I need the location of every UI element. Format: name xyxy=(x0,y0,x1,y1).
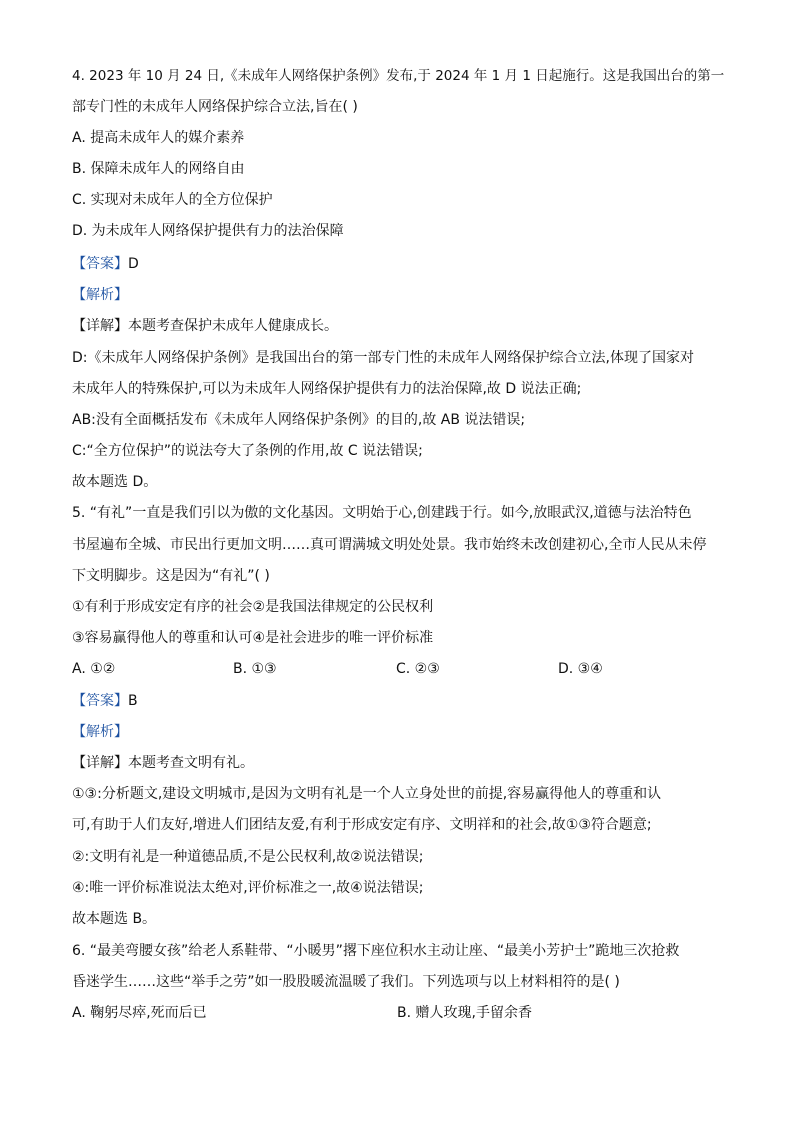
q5-option-b: B. ①③ xyxy=(233,661,277,677)
analysis-tag: 【解析】 xyxy=(72,724,128,740)
q4-option-a: A. 提高未成年人的媒介素养 xyxy=(72,130,245,146)
detail-tag: 【详解】 xyxy=(72,318,128,334)
q4-stem-line-2: 部专门性的未成年人网络保护综合立法,旨在( ) xyxy=(72,99,358,115)
detail-text: 本题考查文明有礼。 xyxy=(128,755,254,771)
detail-text: 本题考查保护未成年人健康成长。 xyxy=(128,318,338,334)
q5-items-1-2: ①有利于形成安定有序的社会②是我国法律规定的公民权利 xyxy=(72,599,434,615)
q4-explanation-line-2: 未成年人的特殊保护,可以为未成年人网络保护提供有力的法治保障,故 D 说法正确; xyxy=(72,381,582,397)
q5-analysis-tag xyxy=(72,722,732,742)
q4-conclusion: 故本题选 D。 xyxy=(72,474,158,490)
q5-option-c: C. ②③ xyxy=(396,661,440,677)
q6-stem-line-2: 昏迷学生……这些“举手之劳”如一股股暖流温暖了我们。下列选项与以上材料相符的是( ) xyxy=(72,974,620,990)
q5-stem-line-3: 下文明脚步。这是因为“有礼”( ) xyxy=(72,568,270,584)
q4-stem-line-1: 4. 2023 年 10 月 24 日,《未成年人网络保护条例》发布,于 2024 年 1 月 1 日起施行。这是我国出台的第一 xyxy=(72,68,725,84)
answer-value: D xyxy=(128,256,139,272)
q5-option-a: A. ①② xyxy=(72,661,116,677)
q5-detail xyxy=(72,753,732,773)
detail-tag: 【详解】 xyxy=(72,755,128,771)
q6-option-b: B. 赠人玫瑰,手留余香 xyxy=(397,1005,532,1021)
q5-answer xyxy=(72,691,732,711)
answer-value: B xyxy=(128,693,138,709)
q5-explanation-line-2: 可,有助于人们友好,增进人们团结友爱,有利于形成安定有序、文明祥和的社会,故①③符合题意; xyxy=(72,817,652,833)
q5-stem-line-1: 5. “有礼”一直是我们引以为傲的文化基因。文明始于心,创建践于行。如今,放眼武汉,道德与法治特色 xyxy=(72,505,692,521)
q4-detail xyxy=(72,316,732,336)
q4-analysis-tag xyxy=(72,285,732,305)
answer-tag: 【答案】 xyxy=(72,693,128,709)
q6-option-a: A. 鞠躬尽瘁,死而后已 xyxy=(72,1005,207,1021)
q5-items-3-4: ③容易赢得他人的尊重和认可④是社会进步的唯一评价标准 xyxy=(72,630,434,646)
q4-explanation-line-4: C:“全方位保护”的说法夸大了条例的作用,故 C 说法错误; xyxy=(72,443,423,459)
analysis-tag: 【解析】 xyxy=(72,287,128,303)
q5-stem-line-2: 书屋遍布全城、市民出行更加文明……真可谓满城文明处处景。我市始终未改创建初心,全市人民从未停 xyxy=(72,537,707,553)
q6-stem-line-1: 6. “最美弯腰女孩”给老人系鞋带、“小暖男”撂下座位积水主动让座、“最美小芳护士”跪地三次抢救 xyxy=(72,943,680,959)
q4-answer xyxy=(72,254,732,274)
q4-explanation-line-1: D:《未成年人网络保护条例》是我国出台的第一部专门性的未成年人网络保护综合立法,体现了国家对 xyxy=(72,350,694,366)
answer-tag: 【答案】 xyxy=(72,256,128,272)
q5-explanation-line-1: ①③:分析题文,建设文明城市,是因为文明有礼是一个人立身处世的前提,容易赢得他人的尊重和认 xyxy=(72,786,662,802)
q4-option-d: D. 为未成年人网络保护提供有力的法治保障 xyxy=(72,223,344,239)
q4-explanation-line-3: AB:没有全面概括发布《未成年人网络保护条例》的目的,故 AB 说法错误; xyxy=(72,412,526,428)
q5-explanation-line-3: ②:文明有礼是一种道德品质,不是公民权利,故②说法错误; xyxy=(72,849,424,865)
q5-conclusion: 故本题选 B。 xyxy=(72,911,157,927)
q4-option-b: B. 保障未成年人的网络自由 xyxy=(72,161,245,177)
q4-option-c: C. 实现对未成年人的全方位保护 xyxy=(72,192,273,208)
q5-explanation-line-4: ④:唯一评价标准说法太绝对,评价标准之一,故④说法错误; xyxy=(72,880,424,896)
q5-option-d: D. ③④ xyxy=(558,661,603,677)
